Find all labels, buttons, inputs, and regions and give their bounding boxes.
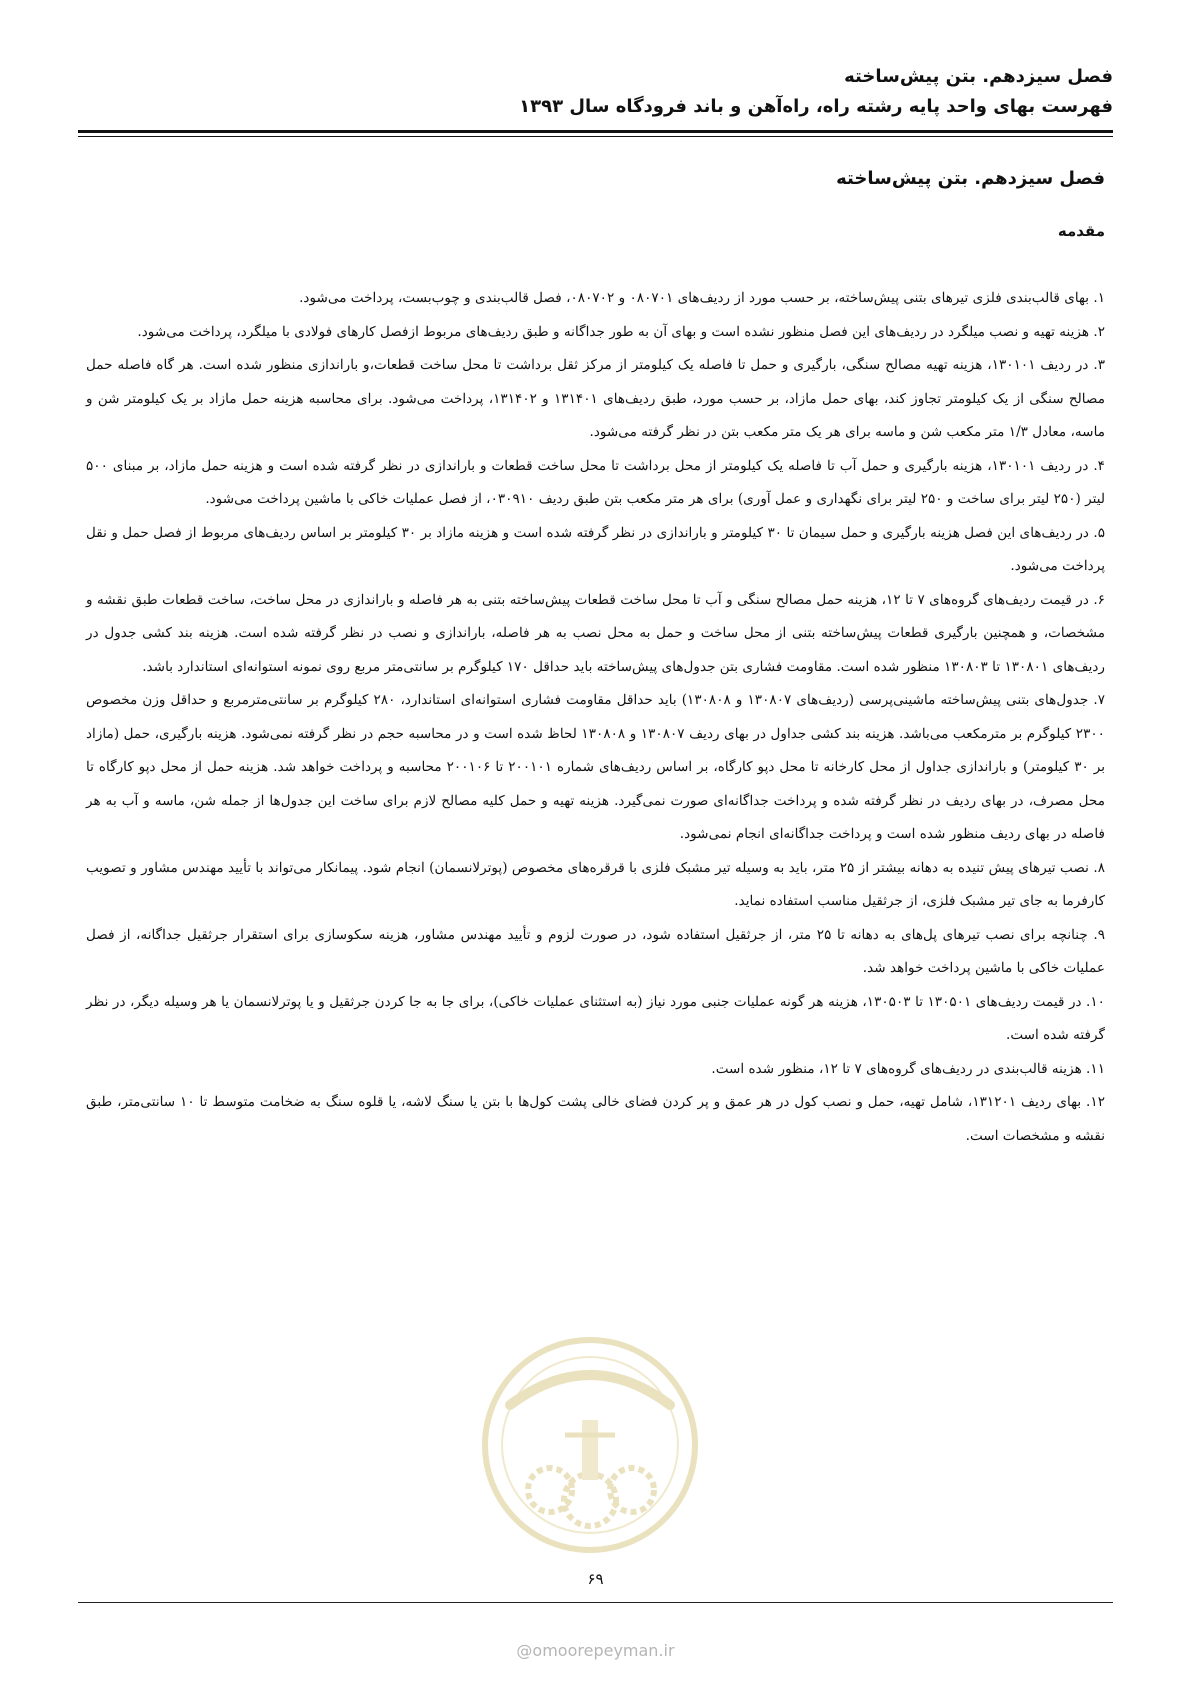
chapter-title: فصل سیزدهم. بتن پیش‌ساخته [836,168,1105,189]
paragraph-7: ۷. جدول‌های بتنی پیش‌ساخته ماشینی‌پرسی (ردیف‌های ۱۳۰۸۰۷ و ۱۳۰۸۰۸) باید حداقل مقاومت فشاری استوانه‌ای استاندارد، ۲۸۰ کیلوگرم بر سانتی‌مترمربع و حداقل وزن مخصوص ۲۳۰۰ کیلوگرم بر مترمکعب می‌باشد. هزینه بند کشی جداول در بهای ردیف ۱۳۰۸۰۷ و ۱۳۰۸۰۸ لحاظ شده است و در محاسبه حجم در نظر گرفته نمی‌شود. هزینه بارگیری، حمل (مازاد بر ۳۰ کیلومتر) و باراندازی جداول از محل کارخانه تا محل دپو کارگاه، بر اساس ردیف‌های شماره ۲۰۰۱۰۱ تا ۲۰۰۱۰۶ محاسبه و پرداخت خواهد شد. هزینه حمل از محل دپو کارگاه تا محل مصرف، در بهای ردیف در نظر گرفته شده و پرداخت جداگانه‌ای صورت نمی‌گیرد. هزینه تهیه و حمل کلیه مصالح لازم برای ساخت این جدول‌ها از جمله شن، ماسه و آب به هر فاصله در بهای ردیف منظور شده است و پرداخت جداگانه‌ای انجام نمی‌شود. [86,692,1106,842]
section-title-introduction: مقدمه [1057,222,1105,240]
paragraph-6: ۶. در قیمت ردیف‌های گروه‌های ۷ تا ۱۲، هزینه حمل مصالح سنگی و آب تا محل ساخت قطعات پیش‌ساخته بتنی به هر فاصله و باراندازی در محل ساخت، ساخت قطعات طبق نقشه و مشخصات، و همچنین بارگیری قطعات پیش‌ساخته بتنی از محل ساخت و حمل به محل نصب به هر فاصله، باراندازی و نصب در نظر گرفته شده است. هزینه بند کشی جدول در ردیف‌های ۱۳۰۸۰۱ تا ۱۳۰۸۰۳ منظور شده است. مقاومت فشاری بتن جدول‌های پیش‌ساخته باید حداقل ۱۷۰ کیلوگرم بر سانتی‌متر مربع روی نمونه استوانه‌ای استاندارد باشد. [86,591,1105,675]
paragraph-4: ۴. در ردیف ۱۳۰۱۰۱، هزینه بارگیری و حمل آب تا فاصله یک کیلومتر از محل برداشت تا محل ساخت قطعات و باراندازی در نظر گرفته شده است و هزینه حمل مازاد، بر مبنای ۵۰۰ لیتر (۲۵۰ لیتر برای ساخت و ۲۵۰ لیتر برای نگهداری و عمل آوری) برای هر متر مکعب بتن طبق ردیف ۰۳۰۹۱۰، از فصل عملیات خاکی با ماشین پرداخت می‌شود. [86,457,1105,507]
body-text [86,282,1105,1153]
header-catalog-line: فهرست بهای واحد پایه رشته راه، راه‌آهن و باند فرودگاه سال ۱۳۹۳ [519,96,1113,117]
paragraph-3: ۳. در ردیف ۱۳۰۱۰۱، هزینه تهیه مصالح سنگی، بارگیری و حمل تا فاصله یک کیلومتر از مرکز ثقل برداشت تا محل ساخت قطعات،و باراندازی منظور شده است. هر گاه فاصله حمل مصالح سنگی از یک کیلومتر تجاوز کند، بهای حمل مازاد، بر حسب مورد، طبق ردیف‌های ۱۳۱۴۰۱ و ۱۳۱۴۰۲، پرداخت می‌شود. برای محاسبه هزینه حمل مازاد بر یک کیلومتر شن و ماسه، معادل ۱/۳ متر مکعب شن و ماسه برای هر یک متر مکعب بتن در نظر گرفته می‌شود. [86,357,1106,440]
paragraph-12: ۱۲. بهای ردیف ۱۳۱۲۰۱، شامل تهیه، حمل و نصب کول در هر عمق و پر کردن فضای خالی پشت کول‌ها با بتن یا سنگ لاشه، یا قلوه سنگ به ضخامت متوسط تا ۱۰ سانتی‌متر، طبق نقشه و مشخصات است. [86,1094,1105,1144]
watermark-site-url: @omoorepeyman.ir [516,1641,675,1660]
paragraph-5: ۵. در ردیف‌های این فصل هزینه بارگیری و حمل سیمان تا ۳۰ کیلومتر و باراندازی در نظر گرفته شده است و هزینه مازاد بر ۳۰ کیلومتر بر اساس ردیف‌های مربوط از فصل حمل و نقل پرداخت می‌شود. [86,524,1105,574]
header-chapter-line: فصل سیزدهم. بتن پیش‌ساخته [844,66,1113,87]
header-rule-thin [78,136,1113,137]
footer-rule [78,1602,1113,1603]
paragraph-1: ۱. بهای قالب‌بندی فلزی تیرهای بتنی پیش‌ساخته، بر حسب مورد از ردیف‌های ۰۸۰۷۰۱ و ۰۸۰۷۰۲، فصل قالب‌بندی و چوب‌بست، پرداخت می‌شود. [299,290,1105,306]
paragraph-2: ۲. هزینه تهیه و نصب میلگرد در ردیف‌های این فصل منظور نشده است و بهای آن به طور جداگانه و طبق ردیف‌های مربوط ازفصل کارهای فولادی با میلگرد، پرداخت می‌شود. [137,323,1105,340]
watermark-seal-logo [470,1325,710,1585]
paragraph-9: ۹. چنانچه برای نصب تیرهای پل‌های به دهانه تا ۲۵ متر، از جرثقیل استفاده شود، در صورت لزوم و تأیید مهندس مشاور، هزینه سکوسازی برای استقرار جرثقیل جداگانه، از فصل عملیات خاکی با ماشین پرداخت خواهد شد. [86,926,1105,976]
paragraph-11: ۱۱. هزینه قالب‌بندی در ردیف‌های گروه‌های ۷ تا ۱۲، منظور شده است. [711,1060,1105,1077]
paragraph-8: ۸. نصب تیرهای پیش تنیده به دهانه بیشتر از ۲۵ متر، باید به وسیله تیر مشبک فلزی با قرقره‌های مخصوص (پوترلانسمان) انجام شود. پیمانکار می‌تواند با تأیید مهندس مشاور و تصویب کارفرما به جای تیر مشبک فلزی، از جرثقیل مناسب استفاده نماید. [86,859,1105,909]
paragraph-10: ۱۰. در قیمت ردیف‌های ۱۳۰۵۰۱ تا ۱۳۰۵۰۳، هزینه هر گونه عملیات جنبی مورد نیاز (به استثنای عملیات خاکی)، برای جا به جا کردن جرثقیل و یا پوترلانسمان یا هر وسیله دیگر، در نظر گرفته شده است. [86,993,1105,1043]
header-rule-thick [78,130,1113,133]
running-header [78,62,1113,122]
page-number: ۶۹ [587,1570,604,1588]
